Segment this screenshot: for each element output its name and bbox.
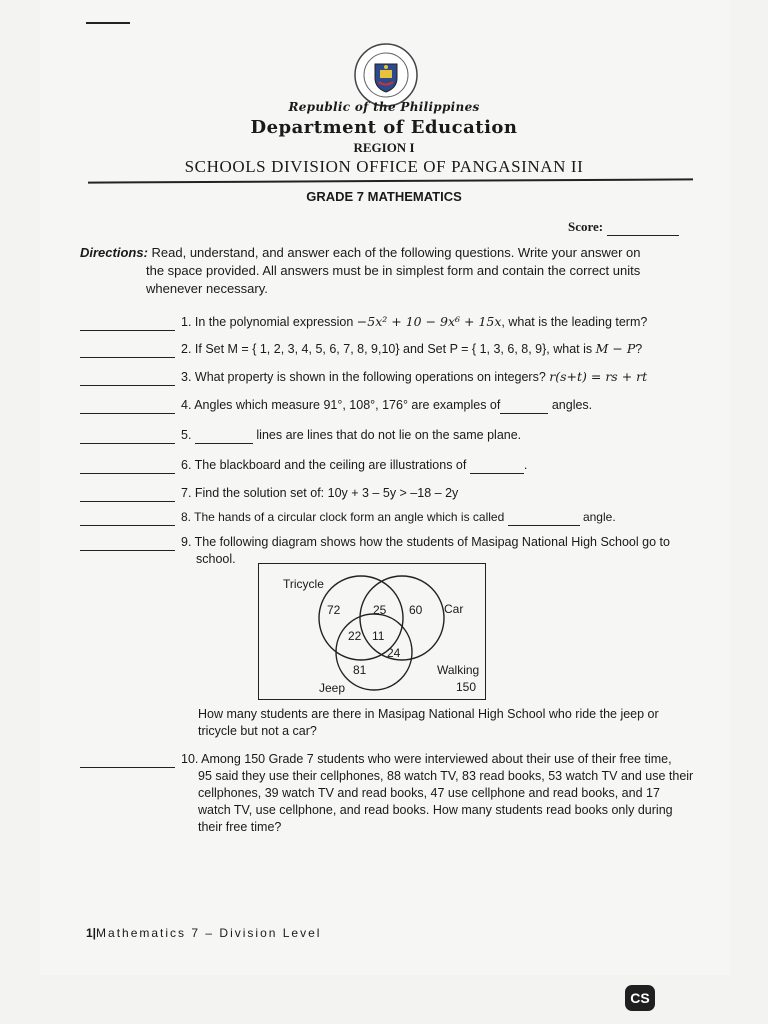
- question-5: 5. lines are lines that do not lie on the same plane.: [80, 426, 700, 444]
- camscanner-badge-icon: CS: [625, 985, 655, 1011]
- tricycle-only-count: 72: [327, 603, 341, 617]
- answer-blank-3[interactable]: [80, 368, 175, 386]
- inline-blank-4[interactable]: [500, 396, 548, 414]
- jeep-only-count: 81: [353, 663, 367, 677]
- directions-label: Directions:: [80, 245, 148, 260]
- region-heading: REGION I: [353, 140, 415, 155]
- tricycle-label: Tricycle: [283, 577, 324, 591]
- answer-blank-6[interactable]: [80, 456, 175, 474]
- question-1: 1. In the polynomial expression −5x² + 10 − 9x⁶ + 15x, what is the leading term?: [80, 313, 700, 331]
- jeep-label: Jeep: [319, 681, 346, 695]
- jeep-circle: [336, 614, 412, 690]
- tricycle-jeep-count: 22: [348, 629, 362, 643]
- all-three-count: 11: [372, 629, 385, 643]
- score-field[interactable]: [568, 219, 679, 236]
- car-label: Car: [444, 602, 464, 616]
- score-label: Score:: [568, 219, 604, 234]
- question-3: 3. What property is shown in the following operations on integers? r(s+t) = rs + rt: [80, 368, 700, 386]
- venn-diagram: [258, 563, 486, 700]
- page-number: 1|: [86, 926, 97, 940]
- score-blank[interactable]: [607, 219, 679, 236]
- car-jeep-count: 24: [387, 646, 401, 660]
- question-7: 7. Find the solution set of: 10y + 3 – 5y > –18 – 2y: [80, 484, 700, 502]
- answer-blank-7[interactable]: [80, 484, 175, 502]
- answer-blank-8[interactable]: [80, 508, 175, 526]
- answer-blank-1[interactable]: [80, 313, 175, 331]
- top-mark: [86, 22, 130, 24]
- question-4: 4. Angles which measure 91°, 108°, 176° are examples of angles.: [80, 396, 700, 414]
- answer-blank-10[interactable]: [80, 750, 175, 768]
- walking-count: 150: [456, 680, 477, 694]
- answer-blank-4[interactable]: [80, 396, 175, 414]
- deped-seal-icon: [353, 42, 419, 108]
- answer-blank-5[interactable]: [80, 426, 175, 444]
- footer-text: Mathematics 7 – Division Level: [96, 926, 322, 940]
- subject-title: GRADE 7 MATHEMATICS: [306, 189, 462, 204]
- polynomial-expression: −5x² + 10 − 9x⁶ + 15x: [356, 314, 502, 329]
- tricycle-car-count: 25: [373, 603, 387, 617]
- republic-heading: Republic of the Philippines: [288, 100, 480, 114]
- car-only-count: 60: [409, 603, 423, 617]
- answer-blank-2[interactable]: [80, 340, 175, 358]
- department-heading: Department of Education: [250, 117, 518, 138]
- question-9-followup: How many students are there in Masipag National High School who ride the jeep or tricycle but not a car?: [198, 707, 659, 738]
- directions: [80, 244, 700, 298]
- inline-blank-5[interactable]: [195, 426, 253, 444]
- answer-blank-9[interactable]: [80, 533, 175, 551]
- directions-text-first: Read, understand, and answer each of the following questions. Write your answer on: [147, 245, 641, 260]
- inline-blank-8[interactable]: [508, 508, 580, 526]
- question-9: 9. The following diagram shows how the students of Masipag National High School go to school.: [80, 533, 700, 568]
- question-10: 10. Among 150 Grade 7 students who were interviewed about their use of their free time, 95 said they use their cellphones, 88 watch TV, 83 read books, 53 watch TV and use their cellphones, 39 watch TV and read books, 47 use cellphone and read books, and 17 watch TV, use cellphone, and read books. How many students read books only during their free time?: [80, 750, 700, 836]
- car-circle: [360, 576, 444, 660]
- walking-label: Walking: [437, 663, 480, 677]
- directions-text-rest: the space provided. All answers must be in simplest form and contain the correct units whenever necessary.: [146, 263, 641, 296]
- page-footer: [86, 926, 321, 940]
- question-2: 2. If Set M = { 1, 2, 3, 4, 5, 6, 7, 8, 9,10} and Set P = { 1, 3, 6, 8, 9}, what is M − P?: [80, 340, 700, 358]
- division-heading: SCHOOLS DIVISION OFFICE OF PANGASINAN II: [184, 157, 584, 176]
- inline-blank-6[interactable]: [470, 456, 524, 474]
- question-6: 6. The blackboard and the ceiling are illustrations of .: [80, 456, 700, 474]
- question-8: 8. The hands of a circular clock form an angle which is called angle.: [80, 508, 700, 526]
